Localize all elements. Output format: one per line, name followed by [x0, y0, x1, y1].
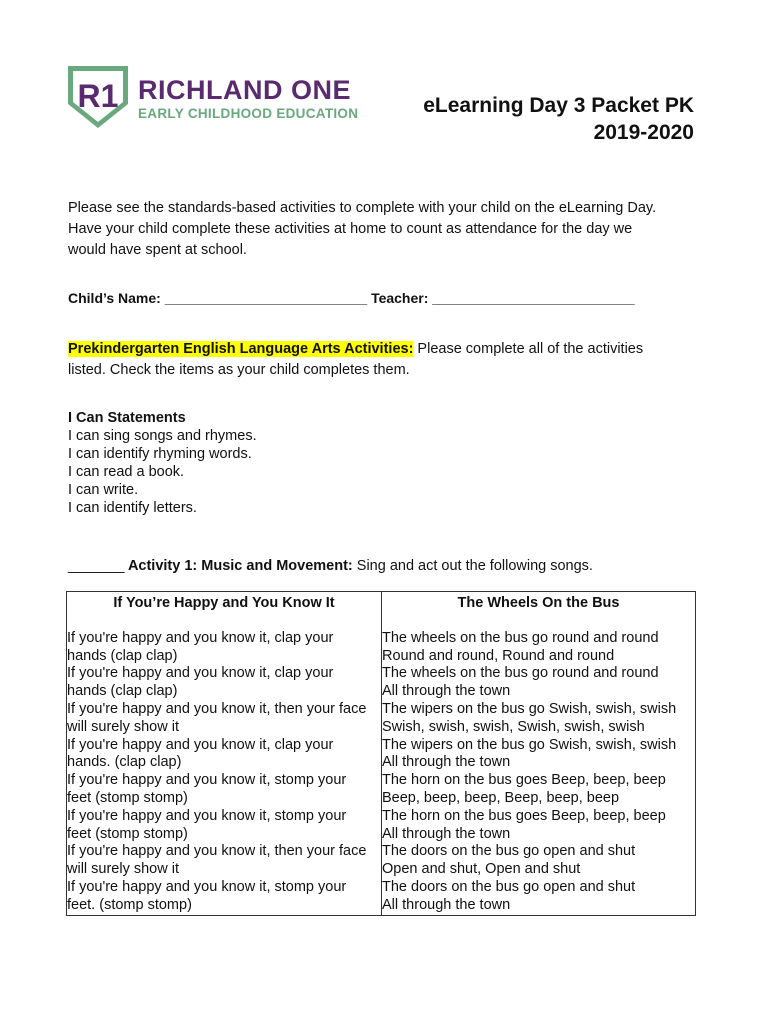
song-line: will surely show it	[67, 718, 179, 735]
song-line: The horn on the bus goes Beep, beep, beep	[382, 807, 666, 824]
song-line: feet (stomp stomp)	[67, 825, 188, 842]
activity-1	[68, 556, 708, 577]
song-line: If you're happy and you know it, then your face	[67, 700, 367, 717]
song-line: Round and round, Round and round	[382, 647, 615, 664]
logo-subtitle: EARLY CHILDHOOD EDUCATION	[138, 106, 359, 121]
activity-1-checkbox-blank[interactable]: _______	[68, 558, 125, 574]
title-line-2: 2019-2020	[593, 121, 694, 144]
song-line: If you're happy and you know it, clap your	[67, 736, 334, 753]
ela-section	[68, 339, 708, 381]
i-can-statements	[68, 409, 708, 517]
song-line: If you're happy and you know it, then your face	[67, 843, 367, 860]
song-line: The wipers on the bus go Swish, swish, swish	[382, 736, 677, 753]
ela-instructions-line-2: listed. Check the items as your child completes them.	[68, 362, 410, 378]
song-column-wheels	[382, 592, 696, 916]
intro-line: Please see the standards-based activities to complete with your child on the eLearning Day.	[68, 200, 657, 216]
song-line: If you're happy and you know it, stomp your	[67, 772, 347, 789]
song-line: Swish, swish, swish, Swish, swish, swish	[382, 718, 645, 735]
logo-mark: R1	[77, 78, 119, 114]
song-line: If you're happy and you know it, clap your	[67, 665, 334, 682]
song-line: The wheels on the bus go round and round	[382, 665, 659, 682]
activity-1-label: Activity 1: Music and Movement:	[124, 558, 353, 574]
i-can-item: I can write.	[68, 482, 139, 498]
song-line: If you're happy and you know it, clap your	[67, 629, 334, 646]
song-line: If you're happy and you know it, stomp your	[67, 878, 347, 895]
i-can-item: I can identify letters.	[68, 500, 197, 516]
song-line: The wipers on the bus go Swish, swish, swish	[382, 700, 677, 717]
child-name-field[interactable]: Child’s Name: __________________________	[68, 290, 368, 306]
song-line: hands (clap clap)	[67, 683, 178, 700]
ela-instructions: Please complete all of the activities	[413, 341, 644, 357]
song-line: If you're happy and you know it, stomp your	[67, 807, 347, 824]
song-line: All through the town	[382, 825, 511, 842]
song-line: All through the town	[382, 896, 511, 913]
song-line: Open and shut, Open and shut	[382, 861, 581, 878]
song-line: hands. (clap clap)	[67, 754, 182, 771]
activity-1-instructions: Sing and act out the following songs.	[352, 558, 593, 574]
intro-paragraph	[68, 198, 708, 261]
intro-line: would have spent at school.	[68, 242, 247, 258]
song-line: will surely show it	[67, 861, 179, 878]
song-line: All through the town	[382, 683, 511, 700]
song-line: feet. (stomp stomp)	[67, 896, 192, 913]
intro-line: Have your child complete these activities at home to count as attendance for the day we	[68, 221, 633, 237]
song-column-happy	[67, 592, 382, 916]
song-line: The horn on the bus goes Beep, beep, beep	[382, 772, 666, 789]
i-can-item: I can read a book.	[68, 464, 185, 480]
i-can-heading: I Can Statements	[68, 410, 186, 426]
i-can-item: I can sing songs and rhymes.	[68, 428, 257, 444]
teacher-field[interactable]: Teacher: __________________________	[371, 290, 635, 306]
song-line: All through the town	[382, 754, 511, 771]
songs-table	[66, 591, 696, 916]
title-line-1: eLearning Day 3 Packet PK	[423, 94, 694, 117]
song-line: The doors on the bus go open and shut	[382, 878, 636, 895]
song-line: The wheels on the bus go round and round	[382, 629, 659, 646]
document-title	[423, 92, 694, 146]
richland-one-logo	[66, 64, 378, 132]
song-line: feet (stomp stomp)	[67, 789, 188, 806]
ela-heading: Prekindergarten English Language Arts Activities:	[68, 341, 414, 357]
song-title: The Wheels On the Bus	[457, 595, 620, 611]
song-line: The doors on the bus go open and shut	[382, 843, 636, 860]
logo-name: RICHLAND ONE	[138, 75, 351, 105]
song-line: Beep, beep, beep, Beep, beep, beep	[382, 789, 620, 806]
i-can-item: I can identify rhyming words.	[68, 446, 252, 462]
shield-icon	[66, 64, 130, 130]
name-fields	[68, 288, 708, 309]
song-line: hands (clap clap)	[67, 647, 178, 664]
song-title: If You’re Happy and You Know It	[113, 595, 335, 611]
